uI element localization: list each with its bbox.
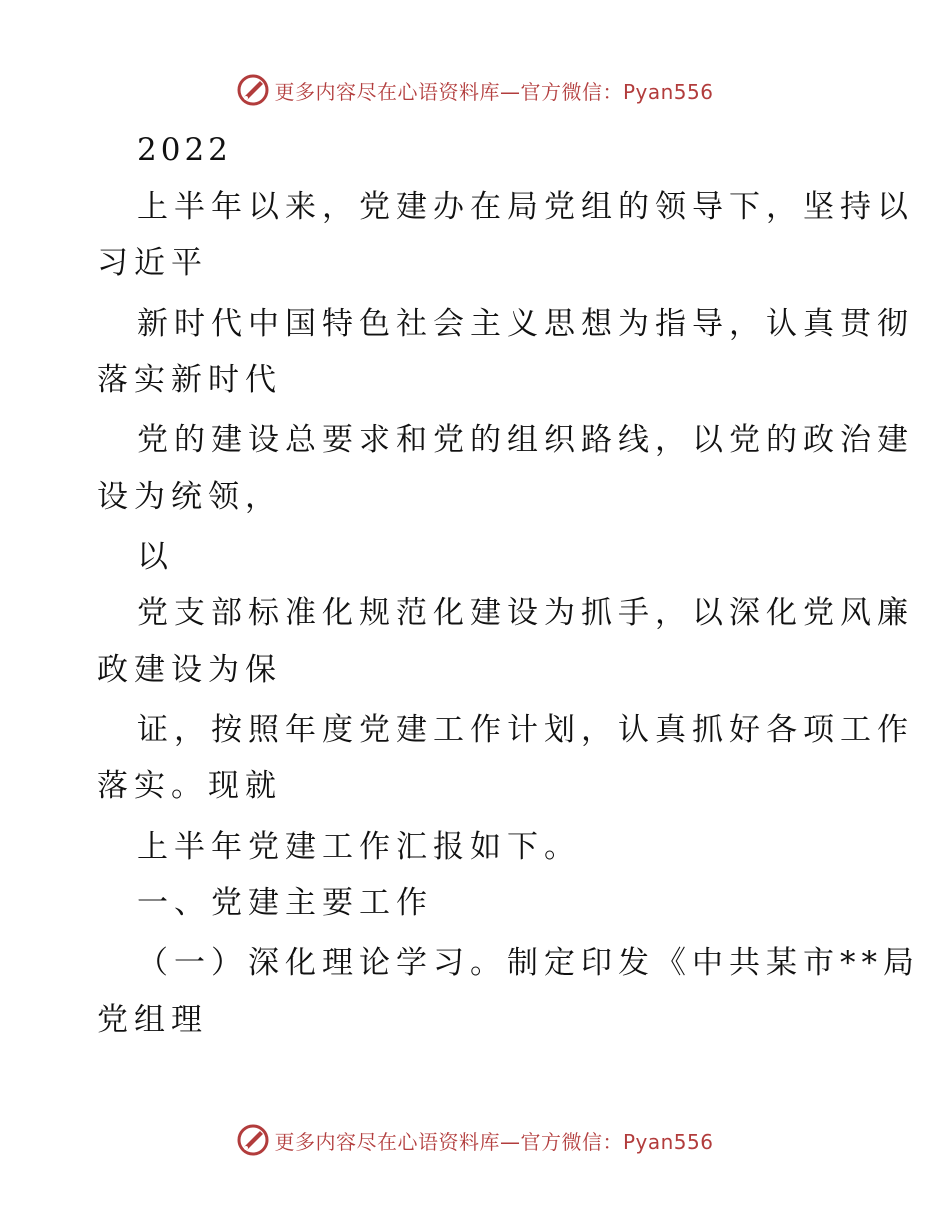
body-line: （一）深化理论学习。制定印发《中共某市**局	[137, 945, 920, 981]
body-line: 党支部标准化规范化建设为抓手，以深化党风廉	[137, 595, 914, 631]
pen-logo-icon	[236, 73, 270, 107]
body-line: 2022	[137, 132, 232, 168]
footer-banner-text: 更多内容尽在心语资料库—官方微信：Pyan556	[274, 1129, 714, 1154]
body-line: 设为统领，	[97, 479, 282, 515]
footer-banner	[0, 1120, 950, 1160]
body-line: 以	[137, 539, 174, 575]
body-line: 政建设为保	[97, 652, 282, 688]
body-line: 落实。现就	[97, 768, 282, 804]
pen-logo-icon	[236, 1123, 270, 1157]
body-line: 党的建设总要求和党的组织路线，以党的政治建	[137, 422, 914, 458]
body-line: 证，按照年度党建工作计划，认真抓好各项工作	[137, 712, 914, 748]
body-line: 新时代中国特色社会主义思想为指导，认真贯彻	[137, 306, 914, 342]
body-line: 习近平	[97, 245, 208, 281]
body-line: 上半年以来，党建办在局党组的领导下，坚持以	[137, 189, 914, 225]
body-line: 党组理	[97, 1002, 208, 1038]
body-line: 上半年党建工作汇报如下。	[137, 829, 581, 865]
body-line: 落实新时代	[97, 362, 282, 398]
section-heading: 一、党建主要工作	[137, 885, 433, 921]
header-banner	[0, 70, 950, 110]
header-banner-text: 更多内容尽在心语资料库—官方微信：Pyan556	[274, 79, 714, 104]
